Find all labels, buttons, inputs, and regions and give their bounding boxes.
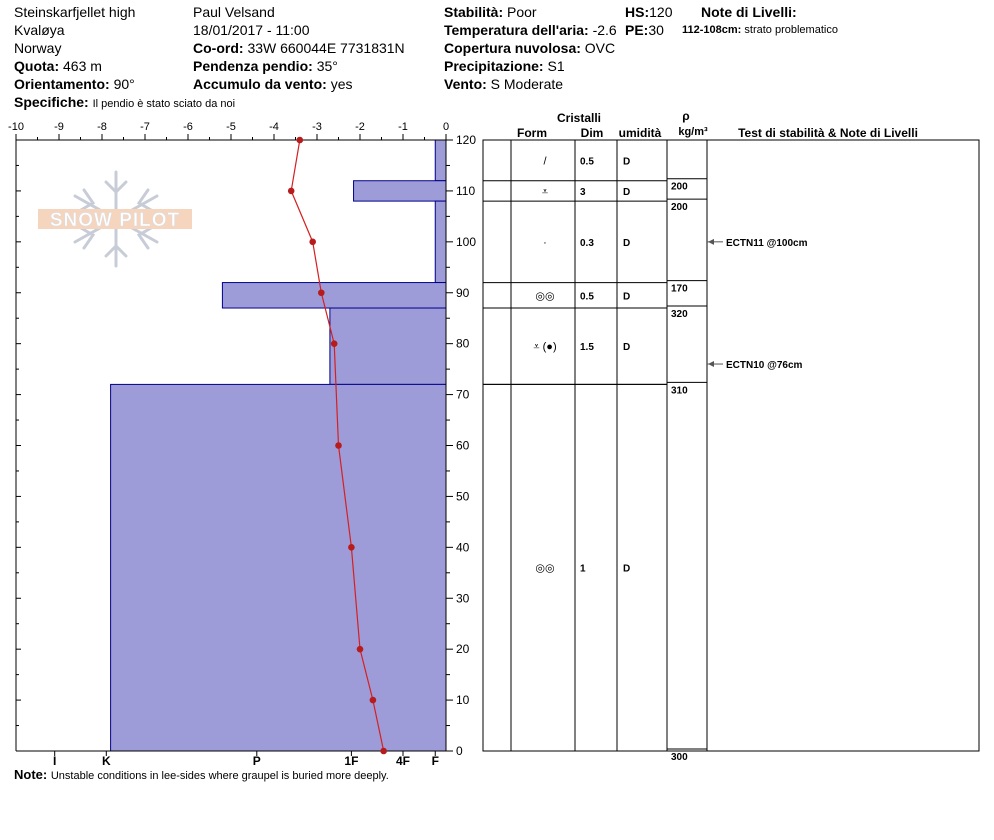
height-tick-label: 40 bbox=[456, 540, 470, 555]
height-tick-label: 20 bbox=[456, 642, 470, 657]
wetness: D bbox=[623, 342, 631, 354]
density-symbol: ρ bbox=[682, 109, 690, 123]
temperature-point bbox=[331, 340, 338, 347]
grain-size: 1 bbox=[580, 563, 586, 575]
temperature-point bbox=[288, 188, 295, 195]
footer-note: Note: Unstable conditions in lee-sides where graupel is buried more deeply. bbox=[14, 767, 389, 782]
air-temperature: Temperatura dell'aria: -2.6 bbox=[444, 22, 617, 38]
density-value: 200 bbox=[671, 181, 688, 193]
cloud-cover: Copertura nuvolosa: OVC bbox=[444, 40, 616, 56]
temp-tick-label: -6 bbox=[183, 121, 193, 133]
grain-size: 0.3 bbox=[580, 237, 594, 249]
grain-form: ⩡ bbox=[541, 185, 549, 198]
elevation: Quota: 463 m bbox=[14, 58, 102, 74]
grain-size: 1.5 bbox=[580, 342, 594, 354]
temp-tick-label: -3 bbox=[312, 121, 322, 133]
density-value: 310 bbox=[671, 385, 688, 397]
grain-size: 3 bbox=[580, 186, 586, 198]
wind-loading: Accumulo da vento: yes bbox=[193, 76, 353, 92]
temp-tick-label: -9 bbox=[54, 121, 64, 133]
density-value: 170 bbox=[671, 283, 688, 295]
hardness-bar bbox=[222, 283, 446, 308]
temp-tick-label: -2 bbox=[355, 121, 365, 133]
size-header: Dim bbox=[580, 126, 604, 140]
height-tick-label: 60 bbox=[456, 438, 470, 453]
grain-form: ◎◎ bbox=[535, 290, 555, 303]
hardness-bar bbox=[435, 140, 446, 181]
test-arrow-head bbox=[708, 239, 714, 245]
wetness: D bbox=[623, 563, 631, 575]
hardness-tick-label: 4F bbox=[395, 754, 411, 768]
grain-size: 0.5 bbox=[580, 156, 594, 168]
temperature-point bbox=[335, 442, 342, 449]
grain-form: / bbox=[543, 155, 547, 168]
slope: Pendenza pendio: 35° bbox=[193, 58, 338, 74]
temperature-point bbox=[309, 239, 316, 246]
location: Steinskarfjellet high bbox=[14, 4, 136, 20]
layer-notes-title: Note di Livelli: bbox=[701, 4, 797, 20]
snow-height: HS:120 bbox=[625, 4, 673, 20]
hardness-bar bbox=[354, 181, 446, 201]
temperature-point bbox=[380, 748, 387, 755]
temp-tick-label: -5 bbox=[226, 121, 236, 133]
hardness-bar bbox=[330, 308, 446, 384]
grain-form: · bbox=[543, 236, 547, 249]
grain-form: ⩡ (●) bbox=[533, 341, 557, 354]
height-tick-label: 70 bbox=[456, 387, 470, 402]
hardness-tick-label: 1F bbox=[344, 754, 359, 768]
density-value: 300 bbox=[671, 752, 688, 763]
height-tick-label: 90 bbox=[456, 285, 470, 300]
coordinates: Co-ord: 33W 660044E 7731831N bbox=[193, 40, 405, 56]
penetration: PE:30 bbox=[625, 22, 664, 38]
specifics: Specifiche: Il pendio è stato sciato da noi bbox=[14, 94, 236, 110]
hardness-tick-label: K bbox=[101, 754, 111, 768]
wetness: D bbox=[623, 156, 631, 168]
grain-size: 0.5 bbox=[580, 291, 594, 303]
density-value: 320 bbox=[671, 309, 688, 321]
temp-tick-label: 0 bbox=[442, 121, 450, 133]
stability-test: ECTN10 @76cm bbox=[726, 360, 803, 372]
hardness-bar bbox=[111, 384, 446, 751]
grain-form: ◎◎ bbox=[535, 562, 555, 575]
region: Kvaløya bbox=[14, 22, 65, 38]
precipitation: Precipitazione: S1 bbox=[444, 58, 565, 74]
layer-table bbox=[483, 140, 979, 763]
height-tick-label: 50 bbox=[456, 489, 470, 504]
temp-tick-label: -1 bbox=[398, 121, 408, 133]
country: Norway bbox=[14, 40, 62, 56]
hardness-bar bbox=[435, 201, 446, 282]
density-unit: kg/m³ bbox=[678, 126, 708, 138]
snow-pilot-logo bbox=[38, 172, 192, 266]
height-tick-label: 10 bbox=[456, 693, 470, 708]
observer: Paul Velsand bbox=[193, 4, 275, 20]
table-frame bbox=[483, 140, 979, 751]
height-tick-label: 110 bbox=[456, 183, 476, 198]
height-tick-label: 100 bbox=[456, 234, 477, 249]
tests-header: Test di stabilità & Note di Livelli bbox=[738, 126, 918, 140]
temperature-point bbox=[370, 697, 377, 704]
crystals-header: Cristalli bbox=[556, 111, 602, 125]
temp-tick-label: -8 bbox=[97, 121, 107, 133]
temp-tick-label: -4 bbox=[269, 121, 279, 133]
hardness-tick-label: P bbox=[252, 754, 261, 768]
form-header: Form bbox=[517, 126, 547, 140]
temperature-point bbox=[357, 646, 364, 653]
logo-text: SNOW PILOT bbox=[49, 210, 181, 231]
layer-note: 112-108cm: strato problematico bbox=[682, 24, 838, 36]
height-tick-label: 30 bbox=[456, 591, 470, 606]
wetness: D bbox=[623, 186, 631, 198]
height-tick-label: 0 bbox=[456, 744, 463, 758]
wetness: D bbox=[623, 291, 631, 303]
temperature-point bbox=[348, 544, 355, 551]
temperature-point bbox=[297, 137, 304, 144]
datetime: 18/01/2017 - 11:00 bbox=[193, 22, 310, 38]
hardness-tick-label: F bbox=[431, 754, 439, 768]
temperature-point bbox=[318, 289, 325, 296]
aspect: Orientamento: 90° bbox=[14, 76, 135, 92]
wind: Vento: S Moderate bbox=[444, 76, 564, 92]
height-tick-label: 120 bbox=[456, 133, 477, 147]
stability: Stabilità: Poor bbox=[444, 4, 537, 20]
temp-tick-label: -7 bbox=[140, 121, 150, 133]
wetness-header: umidità bbox=[618, 126, 662, 140]
stability-test: ECTN11 @100cm bbox=[726, 237, 808, 249]
density-value: 200 bbox=[671, 202, 688, 214]
hardness-tick-label: I bbox=[53, 754, 57, 768]
temp-tick-label: -10 bbox=[8, 121, 24, 133]
test-arrow-head bbox=[708, 361, 714, 367]
wetness: D bbox=[623, 237, 631, 249]
height-tick-label: 80 bbox=[456, 336, 470, 351]
